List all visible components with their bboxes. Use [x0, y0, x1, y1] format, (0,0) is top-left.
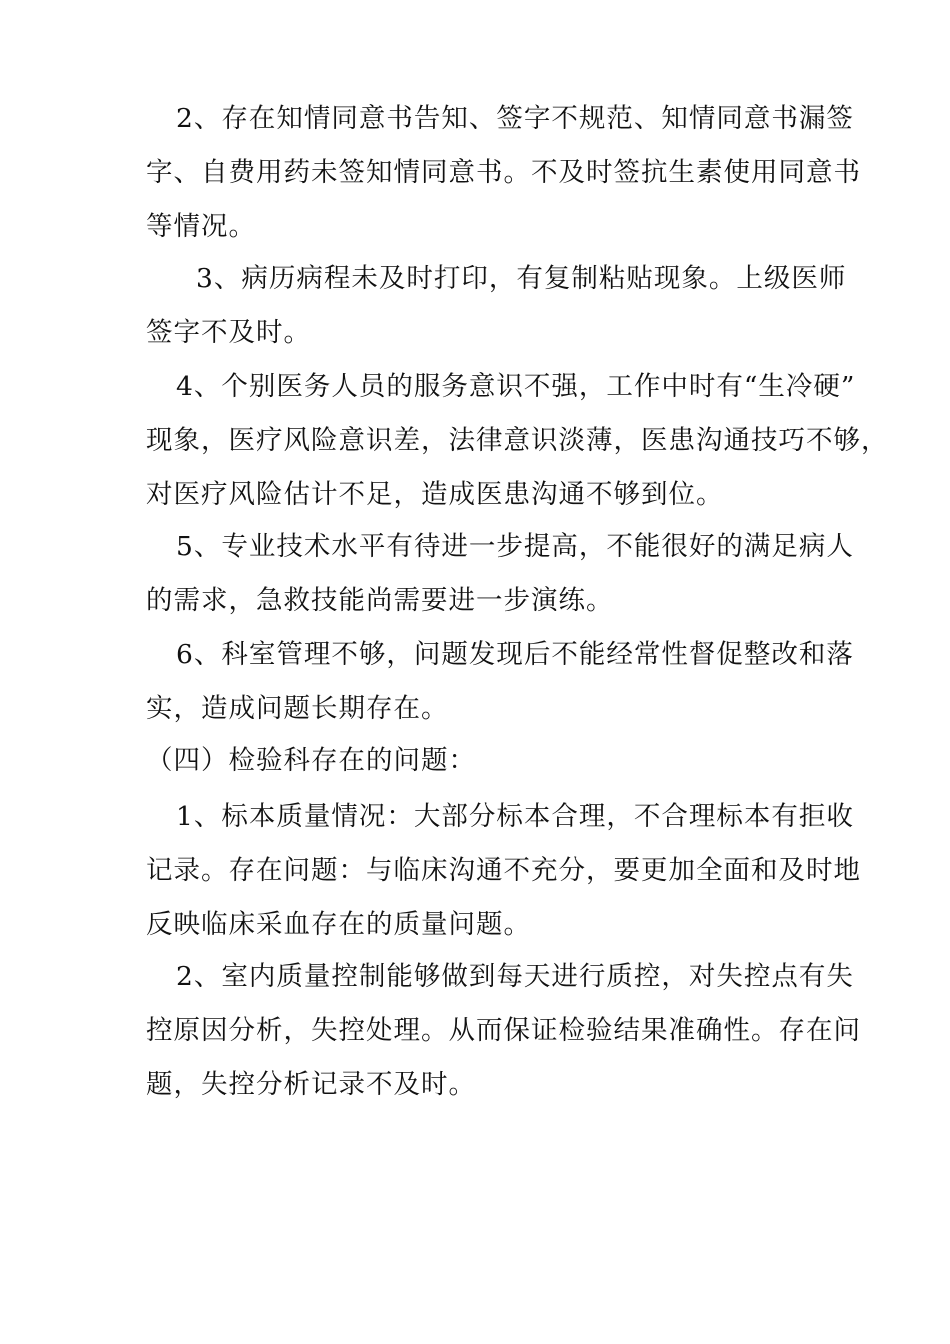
text-line: 实，造成问题长期存在。 [146, 693, 449, 724]
paragraph-specimen-quality [146, 790, 861, 952]
text-line: 2、室内质量控制能够做到每天进行质控，对失控点有失 [176, 961, 854, 992]
text-line: 签字不及时。 [146, 317, 311, 348]
text-line: 现象，医疗风险意识差，法律意识淡薄，医患沟通技巧不够， [146, 425, 889, 456]
paragraph-department-management-issues [146, 628, 854, 736]
paragraph-quality-control [146, 950, 861, 1112]
text-line: 记录。存在问题：与临床沟通不充分，要更加全面和及时地 [146, 855, 861, 886]
paragraph-service-awareness-issues [146, 360, 889, 522]
text-line: 3、病历病程未及时打印，有复制粘贴现象。上级医师 [196, 263, 847, 294]
text-line: 字、自费用药未签知情同意书。不及时签抗生素使用同意书 [146, 157, 861, 188]
paragraph-consent-issues [146, 92, 861, 254]
text-line: 对医疗风险估计不足，造成医患沟通不够到位。 [146, 479, 724, 510]
text-line: 1、标本质量情况：大部分标本合理，不合理标本有拒收 [176, 801, 854, 832]
text-line: 题，失控分析记录不及时。 [146, 1069, 476, 1100]
text-line: 4、个别医务人员的服务意识不强，工作中时有“生冷硬” [176, 371, 856, 402]
section-heading-laboratory [146, 734, 810, 788]
paragraph-professional-skills-issues [146, 520, 854, 628]
text-line: 反映临床采血存在的质量问题。 [146, 909, 531, 940]
text-line: 等情况。 [146, 211, 256, 242]
text-line: 6、科室管理不够，问题发现后不能经常性督促整改和落 [176, 639, 854, 670]
text-line: 5、专业技术水平有待进一步提高，不能很好的满足病人 [176, 531, 854, 562]
heading-line: （四）检验科存在的问题： [146, 745, 476, 776]
text-line: 的需求，急救技能尚需要进一步演练。 [146, 585, 614, 616]
text-line: 控原因分析，失控处理。从而保证检验结果准确性。存在问 [146, 1015, 861, 1046]
paragraph-medical-records-issues [146, 252, 847, 360]
text-line: 2、存在知情同意书告知、签字不规范、知情同意书漏签 [176, 103, 854, 134]
